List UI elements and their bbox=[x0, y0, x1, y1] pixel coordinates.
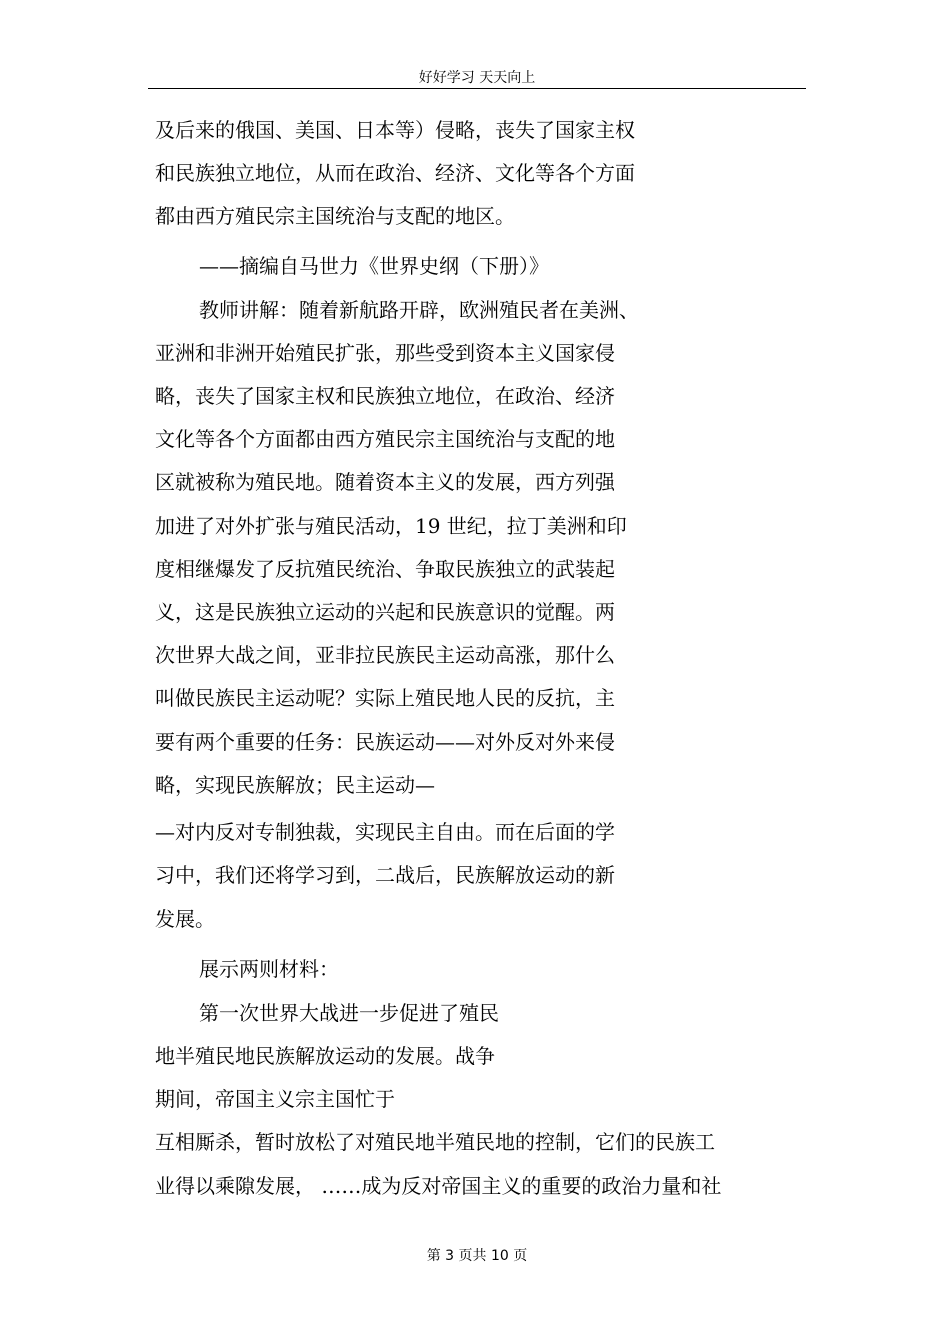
source-citation: ——摘编自马世力《世界史纲（下册）》 bbox=[199, 254, 549, 278]
text-line: 亚洲和非洲开始殖民扩张，那些受到资本主义国家侵 bbox=[155, 341, 615, 365]
page-header: 好好学习 天天向上 bbox=[418, 70, 536, 86]
text-line: 教师讲解：随着新航路开辟，欧洲殖民者在美洲、 bbox=[199, 298, 639, 322]
section-heading: 展示两则材料： bbox=[199, 957, 339, 981]
text-line: 期间，帝国主义宗主国忙于 bbox=[155, 1087, 395, 1111]
text-line: 业得以乘隙发展， ……成为反对帝国主义的重要的政治力量和社 bbox=[155, 1174, 722, 1198]
text-line: 文化等各个方面都由西方殖民宗主国统治与支配的地 bbox=[155, 427, 615, 451]
text-line: 叫做民族民主运动呢？实际上殖民地人民的反抗，主 bbox=[155, 686, 615, 710]
text-line: 次世界大战之间，亚非拉民族民主运动高涨，那什么 bbox=[155, 643, 615, 667]
text-line: 加进了对外扩张与殖民活动，19 世纪，拉丁美洲和印 bbox=[155, 514, 627, 538]
text-line: 略，实现民族解放；民主运动— bbox=[155, 773, 435, 797]
text-line: 要有两个重要的任务：民族运动——对外反对外来侵 bbox=[155, 730, 615, 754]
text-line: 度相继爆发了反抗殖民统治、争取民族独立的武装起 bbox=[155, 557, 615, 581]
text-line: 义，这是民族独立运动的兴起和民族意识的觉醒。两 bbox=[155, 600, 615, 624]
text-line: —对内反对专制独裁，实现民主自由。而在后面的学 bbox=[155, 820, 615, 844]
text-line: 互相厮杀，暂时放松了对殖民地半殖民地的控制，它们的民族工 bbox=[155, 1130, 715, 1154]
text-line: 地半殖民地民族解放运动的发展。战争 bbox=[155, 1044, 495, 1068]
text-line: 习中，我们还将学习到，二战后，民族解放运动的新 bbox=[155, 863, 615, 887]
text-line: 及后来的俄国、美国、日本等）侵略，丧失了国家主权 bbox=[155, 118, 635, 142]
text-line: 都由西方殖民宗主国统治与支配的地区。 bbox=[155, 204, 515, 228]
text-line: 发展。 bbox=[155, 907, 215, 931]
page-number-footer: 第 3 页共 10 页 bbox=[426, 1248, 528, 1264]
header-divider bbox=[148, 88, 806, 89]
text-line: 第一次世界大战进一步促进了殖民 bbox=[199, 1001, 499, 1025]
text-line: 和民族独立地位，从而在政治、经济、文化等各个方面 bbox=[155, 161, 635, 185]
text-line: 区就被称为殖民地。随着资本主义的发展，西方列强 bbox=[155, 470, 615, 494]
text-line: 略，丧失了国家主权和民族独立地位，在政治、经济 bbox=[155, 384, 615, 408]
